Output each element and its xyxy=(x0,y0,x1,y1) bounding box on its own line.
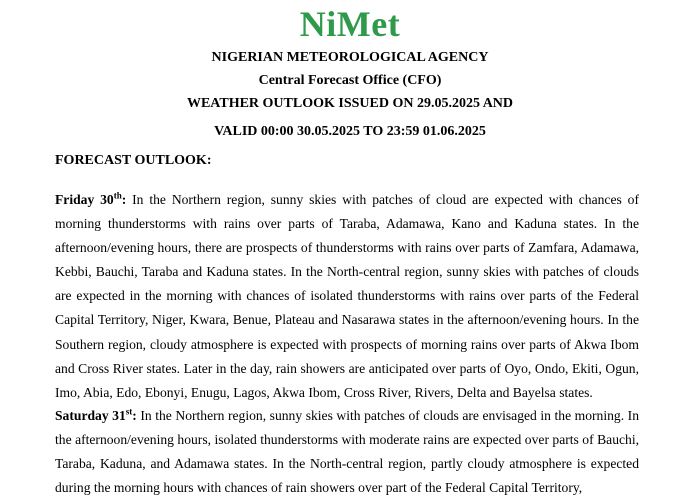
forecast-paragraph-saturday xyxy=(55,404,639,500)
forecast-paragraph-friday xyxy=(55,188,639,405)
valid-line: VALID 00:00 30.05.2025 TO 23:59 01.06.2025 xyxy=(214,124,486,139)
agency-name: NIGERIAN METEOROLOGICAL AGENCY xyxy=(211,50,489,65)
forecast-text: In the Northern region, sunny skies with patches of clouds are envisaged in the morning. In the afternoon/evening hours, isolated thunderstorms with moderate rains are expected over parts of Bauchi, Taraba, Kaduna, and Adamawa states. In the North-central region, partly cloudy atmosphere is expected during the morning hours with chances of rain showers over part of the Federal Capital Territory, xyxy=(55,408,639,496)
logo-text-ni: Ni xyxy=(299,4,337,44)
day-label: Friday 30th: xyxy=(55,190,127,207)
office-name: Central Forecast Office (CFO) xyxy=(258,73,442,88)
section-title: FORECAST OUTLOOK: xyxy=(55,153,212,168)
nimet-logo xyxy=(0,4,700,44)
logo-text-met: Met xyxy=(336,4,401,44)
issued-line: WEATHER OUTLOOK ISSUED ON 29.05.2025 AND xyxy=(186,96,514,111)
day-label: Saturday 31st: xyxy=(55,406,137,423)
forecast-text: In the Northern region, sunny skies with patches of cloud are expected with chances of morning thunderstorms with rains over parts of Taraba, Adamawa, Kano and Kaduna states. In the afternoon/evening hours, there are prospects of thunderstorms with rains over parts of Zamfara, Adamawa, Kebbi, Bauchi, Taraba and Kaduna states. In the North-central region, sunny skies with patches of clouds are expected in the morning with chances of isolated thunderstorms with rains over parts of the Federal Capital Territory, Niger, Kwara, Benue, Plateau and Nasarawa states in the afternoon/evening hours. In the Southern region, cloudy atmosphere is expected with prospects of morning rains over parts of Akwa Ibom and Cross River states. Later in the day, rain showers are anticipated over parts of Oyo, Ondo, Ekiti, Ogun, Imo, Abia, Edo, Ebonyi, Enugu, Lagos, Akwa Ibom, Cross River, Rivers, Delta and Bayelsa states. xyxy=(55,192,639,400)
